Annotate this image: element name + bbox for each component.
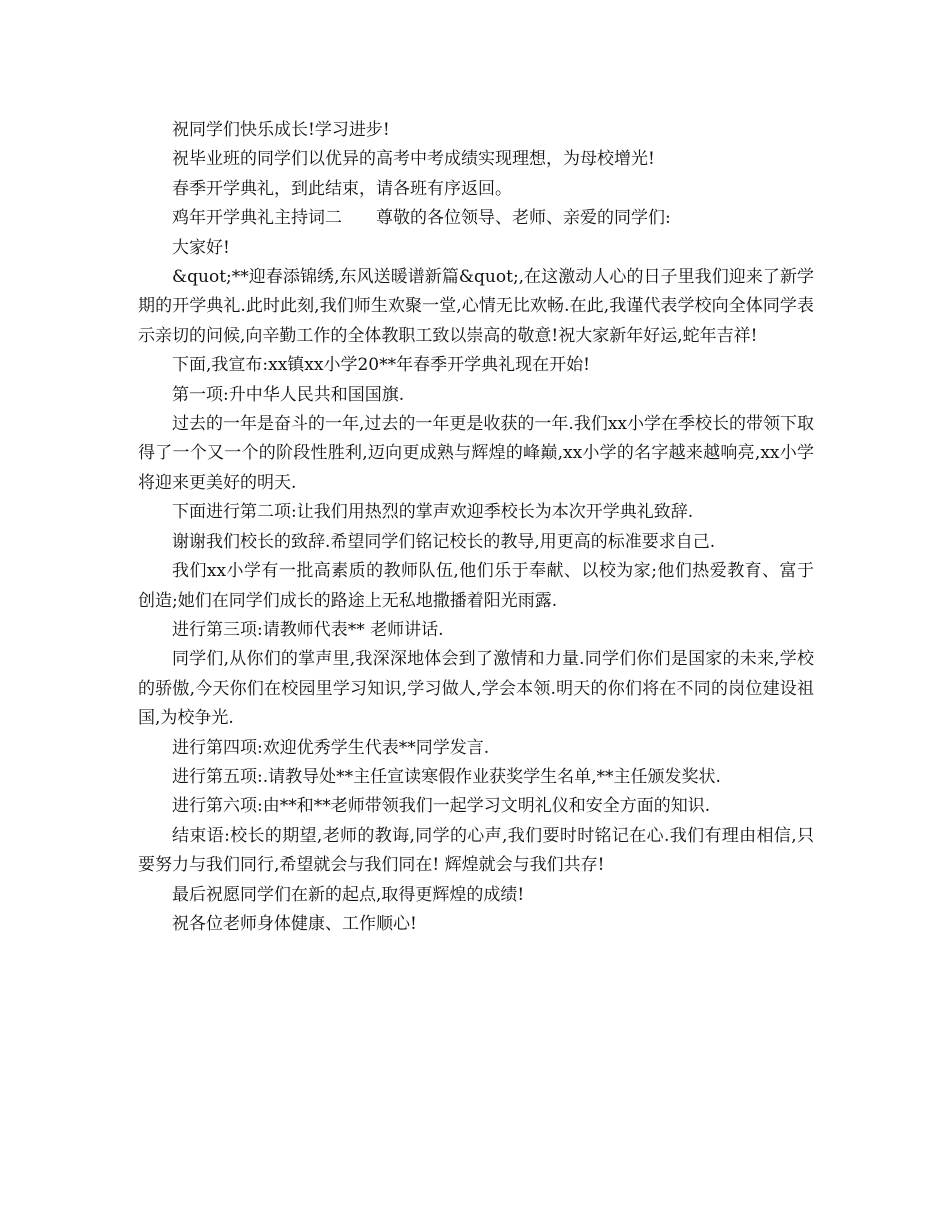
paragraph: 第一项:升中华人民共和国国旗. — [172, 384, 405, 405]
paragraph: 祝毕业班的同学们以优异的高考中考成绩实现理想，为母校增光! — [172, 149, 655, 170]
paragraph: 最后祝愿同学们在新的起点,取得更辉煌的成绩! — [172, 884, 525, 905]
paragraph: 结束语:校长的期望,老师的教诲,同学的心声,我们要时时铭记在心.我们有理由相信,只要努力与我们同行,希望就会与我们同在! 辉煌就会与我们共存! — [138, 825, 814, 876]
paragraph: 进行第六项:由**和**老师带领我们一起学习文明礼仪和安全方面的知识. — [172, 796, 711, 817]
paragraph: &quot;**迎春添锦绣,东风送暖谱新篇&quot;,在这激动人心的日子里我们迎来了新学期的开学典礼.此时此刻,我们师生欢聚一堂,心情无比欢畅.在此,我谨代表学校向全体同学表示亲切的问候,向辛勤工作的全体教职工致以崇高的敬意!祝大家新年好运,蛇年吉祥! — [138, 267, 814, 346]
paragraph: 进行第五项:.请教导处**主任宣读寒假作业获奖学生名单,**主任颁发奖状. — [172, 766, 721, 787]
paragraph: 祝各位老师身体健康、工作顺心! — [172, 913, 417, 934]
paragraph: 祝同学们快乐成长!学习进步! — [172, 120, 390, 140]
paragraph: 春季开学典礼，到此结束，请各班有序返回。 — [172, 178, 512, 199]
paragraph: 下面,我宣布:xx镇xx小学20**年春季开学典礼现在开始! — [172, 355, 590, 376]
paragraph: 过去的一年是奋斗的一年,过去的一年更是收获的一年.我们xx小学在季校长的带领下取得了一个又一个的阶段性胜利,迈向更成熟与辉煌的峰巅,xx小学的名字越来越响亮,xx小学将迎来更美好的明天. — [138, 414, 814, 493]
paragraph: 进行第三项:请教师代表** 老师讲话. — [172, 619, 444, 640]
paragraph: 下面进行第二项:让我们用热烈的掌声欢迎季校长为本次开学典礼致辞. — [172, 502, 694, 523]
paragraph: 进行第四项:欢迎优秀学生代表**同学发言. — [172, 737, 490, 758]
paragraph: 同学们,从你们的掌声里,我深深地体会到了激情和力量.同学们你们是国家的未来,学校的骄傲,今天你们在校园里学习知识,学习做人,学会本领.明天的你们将在不同的岗位建设祖国,为校争光. — [138, 649, 814, 729]
document-body — [138, 116, 814, 939]
paragraph: 鸡年开学典礼主持词二 尊敬的各位领导、老师、亲爱的同学们: — [172, 208, 671, 229]
paragraph: 我们xx小学有一批高素质的教师队伍,他们乐于奉献、以校为家;他们热爱教育、富于创造;她们在同学们成长的路途上无私地撒播着阳光雨露. — [138, 561, 814, 611]
paragraph: 谢谢我们校长的致辞.希望同学们铭记校长的教导,用更高的标准要求自己. — [172, 531, 716, 552]
paragraph: 大家好! — [172, 237, 230, 258]
